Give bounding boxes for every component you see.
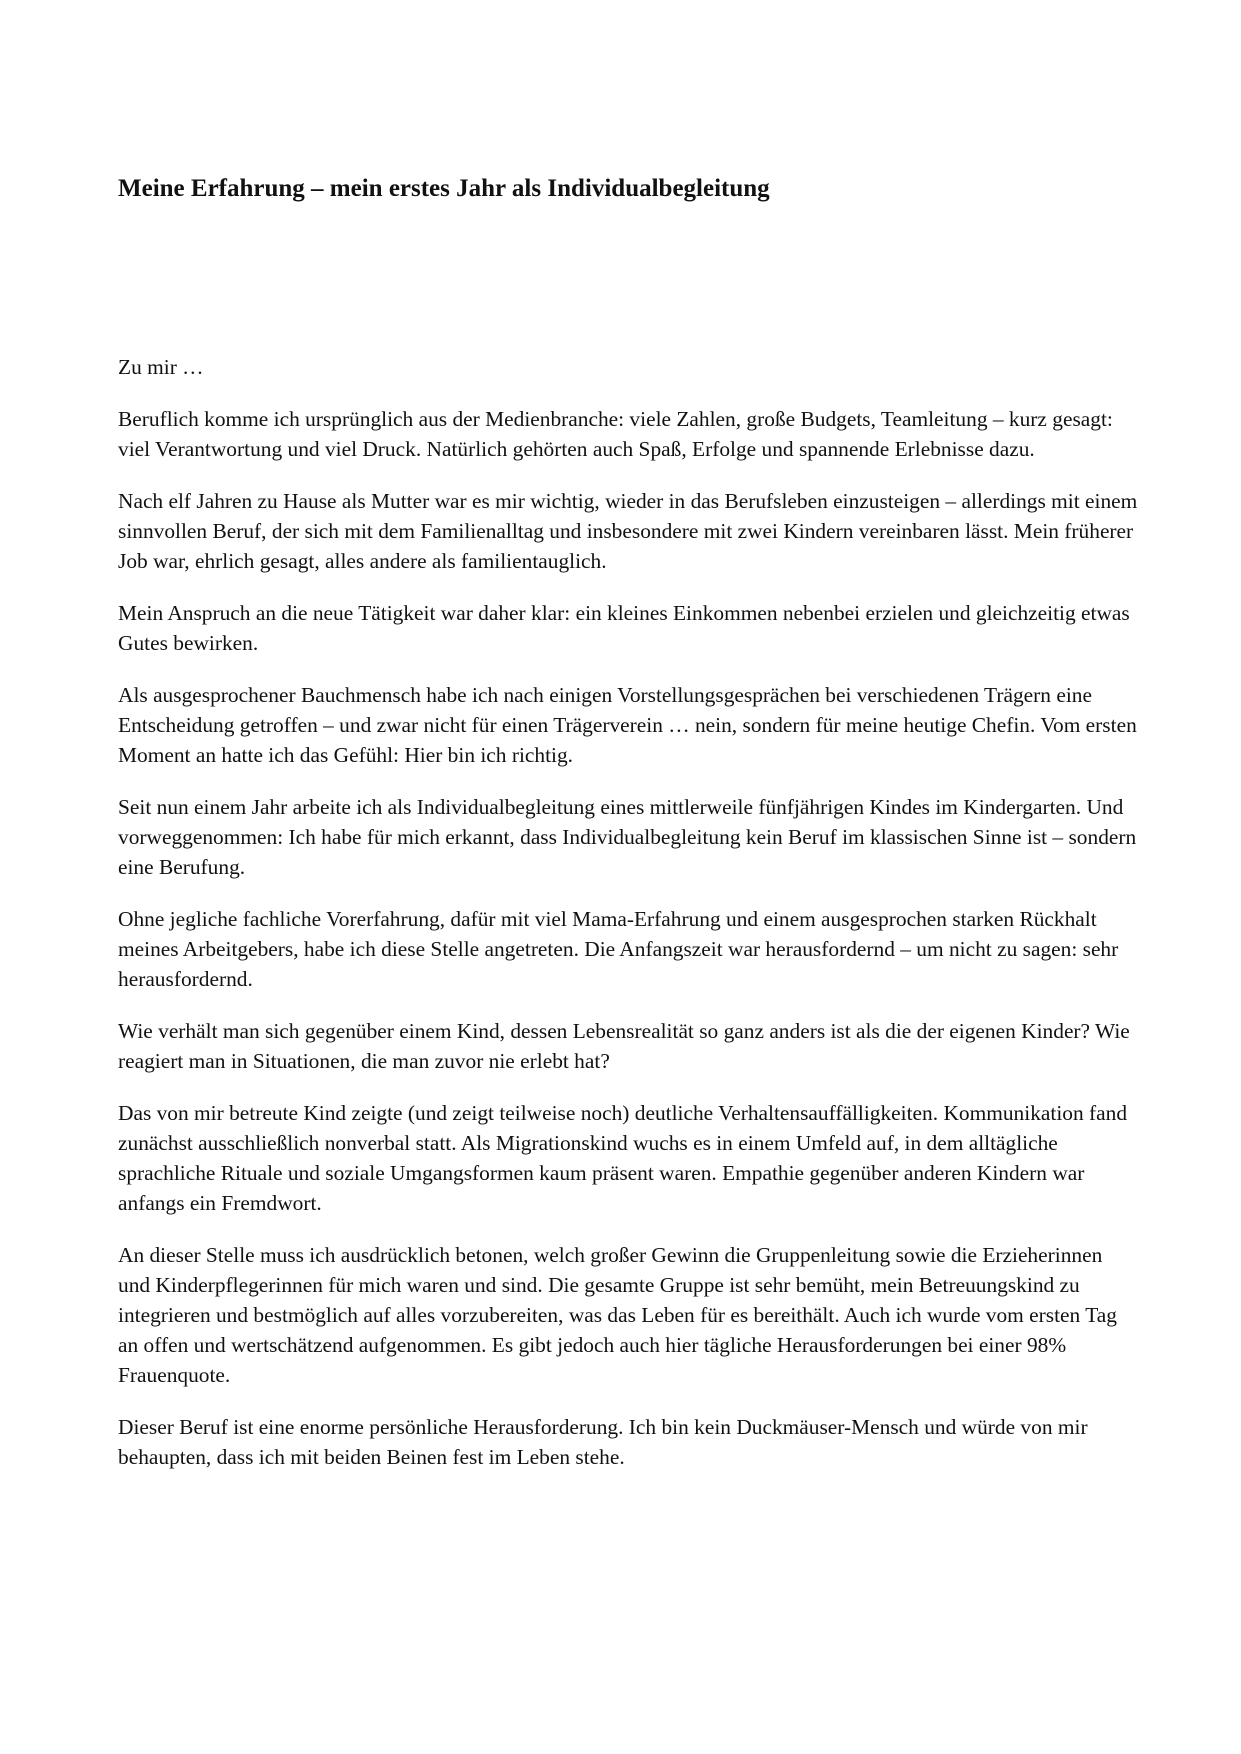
document-body — [118, 352, 1138, 1494]
paragraph-start: Ohne jegliche fachliche Vorerfahrung, dafür mit viel Mama-Erfahrung und einem ausgesprochen starken Rückhalt meines Arbeitgebers, habe ich diese Stelle angetreten. Die Anfangszeit war herausfordernd – um nicht zu sagen: sehr herausfordernd. — [118, 907, 1119, 991]
paragraph-intro-heading: Zu mir … — [118, 355, 204, 379]
paragraph-return-to-work: Nach elf Jahren zu Hause als Mutter war es mir wichtig, wieder in das Berufsleben einzusteigen – allerdings mit einem sinnvollen Beruf, der sich mit dem Familienalltag und insbesondere mit zwei Kindern vereinbaren lässt. Mein früherer Job war, ehrlich gesagt, alles andere als familientauglich. — [118, 489, 1138, 573]
paragraph-decision: Als ausgesprochener Bauchmensch habe ich nach einigen Vorstellungsgesprächen bei verschiedenen Trägern eine Entscheidung getroffen – und zwar nicht für einen Trägerverein … nein, sondern für meine heutige Chefin. Vom ersten Moment an hatte ich das Gefühl: Hier bin ich richtig. — [118, 683, 1137, 767]
paragraph-team: An dieser Stelle muss ich ausdrücklich betonen, welch großer Gewinn die Gruppenleitung sowie die Erzieherinnen und Kinderpflegerinnen für mich waren und sind. Die gesamte Gruppe ist sehr bemüht, mein Betreuungskind zu integrieren und bestmöglich auf alles vorzubereiten, was das Leben für es bereithält. Auch ich wurde vom ersten Tag an offen und wertschätzend aufgenommen. Es gibt jedoch auch hier tägliche Herausforderungen bei einer 98% Frauenquote. — [118, 1243, 1117, 1387]
paragraph-one-year: Seit nun einem Jahr arbeite ich als Individualbegleitung eines mittlerweile fünfjährigen Kindes im Kindergarten. Und vorweggenommen: Ich habe für mich erkannt, dass Individualbegleitung kein Beruf im klassischen Sinne ist – sondern eine Berufung. — [118, 795, 1137, 879]
paragraph-questions: Wie verhält man sich gegenüber einem Kind, dessen Lebensrealität so ganz anders ist als die der eigenen Kinder? Wie reagiert man in Situationen, die man zuvor nie erlebt hat? — [118, 1019, 1130, 1073]
document-title: Meine Erfahrung – mein erstes Jahr als Individualbegleitung — [118, 175, 770, 202]
paragraph-career-background: Beruflich komme ich ursprünglich aus der Medienbranche: viele Zahlen, große Budgets, Teamleitung – kurz gesagt: viel Verantwortung und viel Druck. Natürlich gehörten auch Spaß, Erfolge und spannende Erlebnisse dazu. — [118, 407, 1113, 461]
paragraph-expectations: Mein Anspruch an die neue Tätigkeit war daher klar: ein kleines Einkommen nebenbei erzielen und gleichzeitig etwas Gutes bewirken. — [118, 601, 1130, 655]
paragraph-challenge: Dieser Beruf ist eine enorme persönliche Herausforderung. Ich bin kein Duckmäuser-Mensch und würde von mir behaupten, dass ich mit beiden Beinen fest im Leben stehe. — [118, 1415, 1088, 1469]
paragraph-child-behavior: Das von mir betreute Kind zeigte (und zeigt teilweise noch) deutliche Verhaltensauffälligkeiten. Kommunikation fand zunächst ausschließlich nonverbal statt. Als Migrationskind wuchs es in einem Umfeld auf, in dem alltägliche sprachliche Rituale und soziale Umgangsformen kaum präsent waren. Empathie gegenüber anderen Kindern war anfangs ein Fremdwort. — [118, 1101, 1128, 1215]
